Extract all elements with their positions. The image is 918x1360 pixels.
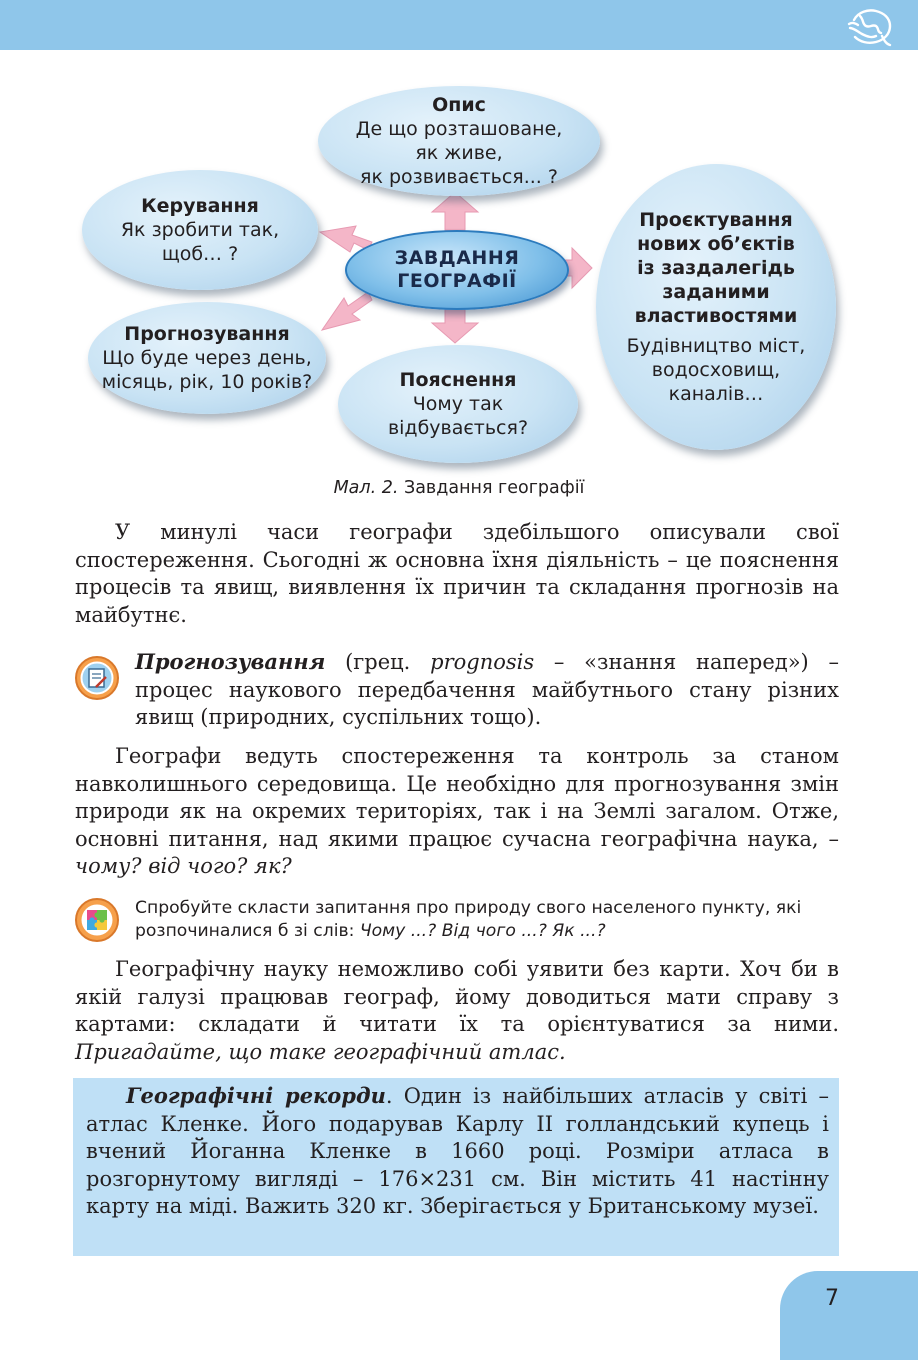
bubble-explanation-line: Чому так [412,393,504,415]
bubble-management-title: Керування [141,195,259,217]
bubble-description-title: Опис [432,94,486,116]
records-body: . Один із найбільших атласів у світі – атлас Кленке. Його подарував Карлу II голландський купець і вчений Йоганна Кленке в 1660 році. Розміри атласа в розгорнутому вигляді – 176×231 см. Він містить 41 настінну карту на міді. Важить 320 кг. Зберігається у Британському музеї. [86,1084,830,1218]
bubble-management [82,170,318,290]
definition-part1: (грец. [325,650,431,674]
figure-caption [0,478,918,498]
records-term: Географічні рекорди [126,1083,386,1108]
paragraph-3-italic: Пригадайте, що таке географічний атлас. [75,1039,566,1064]
caption-label: Мал. 2. [333,478,399,498]
globe-hand-icon [846,6,896,48]
center-line: ЗАВДАННЯ [394,247,520,269]
bubble-forecasting-line: Що буде через день, [102,347,312,369]
bubble-explanation-line: відбувається? [387,417,529,439]
bubble-design [596,164,836,450]
geography-tasks-diagram [0,80,918,470]
bubble-design-title: заданими [662,281,770,303]
page-tab [780,1271,918,1360]
notebook-pen-icon [74,655,120,701]
bubble-description-line: як розвивається... ? [360,166,558,188]
paragraph-3-text: Географічну науку неможливо собі уявити без карти. Хоч би в якій галузі працював географ, йому доводиться мати справу з картами: складати й читати їх та орієнтуватися за ними. [75,957,839,1036]
bubble-design-title: із заздалегідь [637,257,795,279]
bubble-design-title: Проєктування [639,209,793,231]
definition-foreign: prognosis [430,650,535,674]
caption-text: Завдання географії [398,478,585,498]
definition-forecasting [135,648,839,732]
bubble-design-line: каналів… [668,383,764,405]
bubble-design-line: Будівництво міст, [626,335,806,357]
bubble-explanation [338,345,578,463]
paragraph-2-text: Географи ведуть спостереження та контроль за станом навколишнього середовища. Це необхідно для прогнозування змін природи як на окремих територіях, так і на Землі загалом. Отже, основні питання, над якими працює сучасна географічна наука, – [75,744,839,851]
bubble-explanation-title: Пояснення [399,369,517,391]
task-block [135,897,845,943]
task-text: Спробуйте скласти запитання про природу свого населеного пункту, які розпочиналися б зі слів: [135,898,802,941]
bubble-design-title: нових об’єктів [637,233,795,255]
bubble-description-line: як живе, [415,142,503,164]
bubble-management-line: щоб… ? [161,243,239,265]
definition-part2: – «знання наперед») – процес наукового передбачення майбутнього стану різних явищ (природних, суспільних тощо). [135,650,839,729]
paragraph-1 [75,519,839,629]
bubble-forecasting [88,302,326,414]
bubble-description [318,86,600,196]
paragraph-2 [75,743,839,881]
bubble-design-line: водосховищ, [651,359,781,381]
center-line: ГЕОГРАФІЇ [397,270,517,292]
center-geography-tasks [345,230,569,310]
page-number: 7 [825,1286,839,1311]
bubble-description-line: Де що розташоване, [355,118,563,140]
bubble-forecasting-title: Прогнозування [124,323,290,345]
definition-term: Прогнозування [135,649,326,674]
task-italic: Чому ...? Від чого ...? Як ...? [359,921,606,941]
paragraph-3 [75,956,839,1066]
bubble-forecasting-line: місяць, рік, 10 років? [101,371,313,393]
records-text [86,1082,829,1221]
puzzle-icon [74,897,120,943]
paragraph-2-italic: чому? від чого? як? [75,854,292,878]
bubble-management-line: Як зробити так, [120,219,280,241]
bubble-design-title: властивостями [634,305,798,327]
paragraph-1-text: У минулі часи географи здебільшого описували свої спостереження. Сьогодні ж основна їхня діяльність – це пояснення процесів та явищ, виявлення їх причин та складання прогнозів на майбутнє. [75,520,839,627]
header-bar [0,0,918,50]
